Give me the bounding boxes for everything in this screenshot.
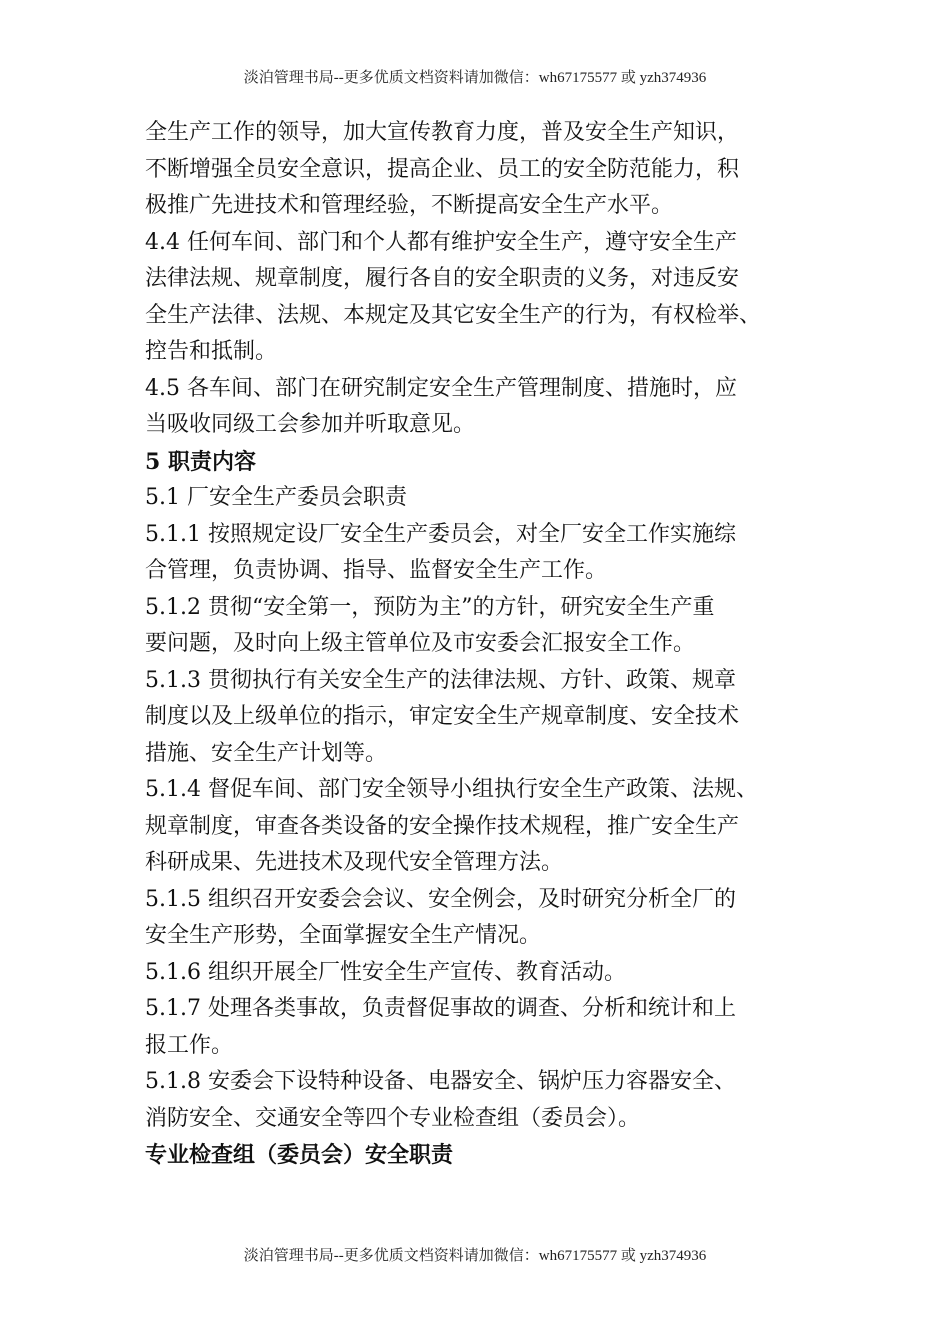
text-line: 要问题，及时向上级主管单位及市安委会汇报安全工作。 bbox=[145, 631, 696, 656]
text-line: 制度以及上级单位的指示，审定安全生产规章制度、安全技术 bbox=[145, 704, 740, 729]
text-line: 科研成果、先进技术及现代安全管理方法。 bbox=[145, 850, 564, 875]
text-line: 全生产法律、法规、本规定及其它安全生产的行为，有权检举、 bbox=[145, 302, 762, 328]
text-line: 5.1.4 督促车间、部门安全领导小组执行安全生产政策、法规、 bbox=[145, 777, 758, 802]
text-line: 4.4 任何车间、部门和个人都有维护安全生产，遵守安全生产 bbox=[145, 229, 737, 255]
text-line: 5.1.3 贯彻执行有关安全生产的法律法规、方针、政策、规章 bbox=[145, 667, 736, 693]
text-line: 全生产工作的领导，加大宣传教育力度，普及安全生产知识， bbox=[145, 120, 740, 145]
text-line: 5.1.7 处理各类事故，负责督促事故的调查、分析和统计和上 bbox=[145, 996, 736, 1021]
text-line: 5.1.6 组织开展全厂性安全生产宣传、教育活动。 bbox=[145, 959, 626, 985]
page-header: 淡泊管理书局--更多优质文档资料请加微信：wh67175577 或 yzh374936 bbox=[243, 70, 707, 86]
text-line: 极推广先进技术和管理经验，不断提高安全生产水平。 bbox=[145, 193, 674, 218]
text-line: 合管理，负责协调、指导、监督安全生产工作。 bbox=[145, 558, 608, 583]
text-line: 规章制度，审查各类设备的安全操作技术规程，推广安全生产 bbox=[145, 813, 740, 839]
text-line: 5.1.8 安委会下设特种设备、电器安全、锅炉压力容器安全、 bbox=[145, 1069, 736, 1094]
text-line: 5.1.1 按照规定设厂安全生产委员会，对全厂安全工作实施综 bbox=[145, 521, 736, 547]
section-heading: 5 职责内容 bbox=[145, 448, 256, 475]
page-footer: 淡泊管理书局--更多优质文档资料请加微信：wh67175577 或 yzh374936 bbox=[243, 1248, 707, 1264]
document-body bbox=[145, 115, 813, 1174]
text-line: 措施、安全生产计划等。 bbox=[145, 740, 388, 766]
text-line: 安全生产形势，全面掌握安全生产情况。 bbox=[145, 923, 542, 948]
text-line: 当吸收同级工会参加并听取意见。 bbox=[145, 412, 476, 437]
text-line: 不断增强全员安全意识，提高企业、员工的安全防范能力，积 bbox=[145, 156, 740, 182]
text-line: 法律法规、规章制度，履行各自的安全职责的义务，对违反安 bbox=[145, 266, 740, 291]
text-line: 消防安全、交通安全等四个专业检查组（委员会）。 bbox=[145, 1105, 641, 1131]
text-line: 控告和抵制。 bbox=[145, 339, 278, 364]
text-line: 5.1.5 组织召开安委会会议、安全例会，及时研究分析全厂的 bbox=[145, 886, 736, 912]
text-line: 4.5 各车间、部门在研究制定安全生产管理制度、措施时，应 bbox=[145, 375, 737, 401]
section-heading: 专业检查组（委员会）安全职责 bbox=[145, 1142, 454, 1168]
text-line: 5.1 厂安全生产委员会职责 bbox=[145, 485, 407, 510]
text-line: 报工作。 bbox=[145, 1032, 234, 1058]
text-line: 5.1.2 贯彻“安全第一，预防为主”的方针，研究安全生产重 bbox=[145, 594, 715, 620]
